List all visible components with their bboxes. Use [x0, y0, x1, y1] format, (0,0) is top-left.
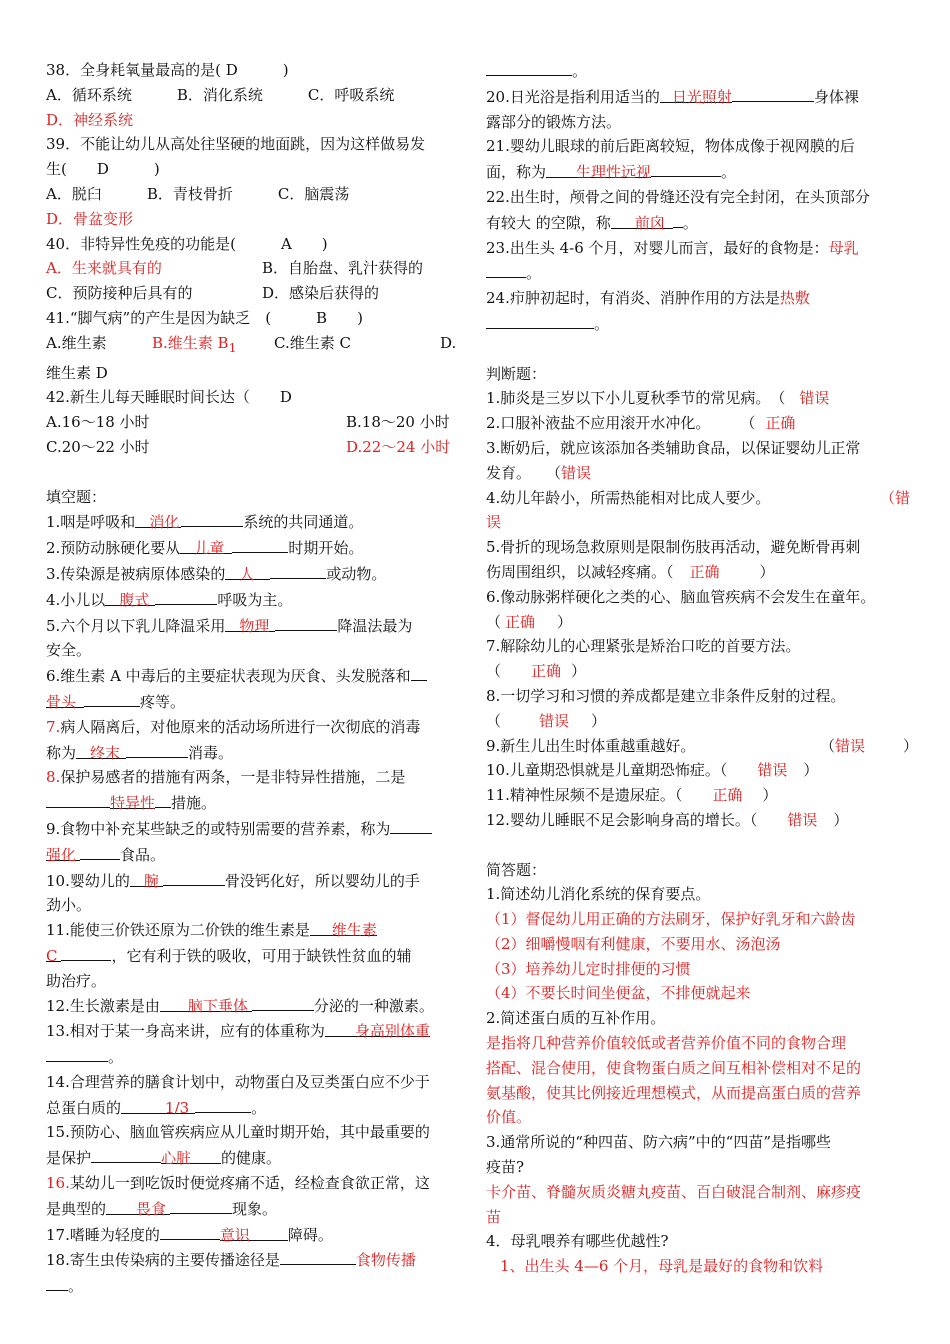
question-38-answer: D．神经系统	[46, 110, 134, 129]
tf-2: 2.口服补液盐不应用滚开水冲化。 （ 正确	[486, 414, 796, 433]
question-38: 38．全身耗氧量最高的是( D )	[46, 61, 289, 79]
tf-1: 1.肺炎是三岁以下小儿夏秋季节的常见病。 （ 错误	[486, 389, 830, 408]
tf-5: 5.骨折的现场急救原则是限制伤肢再活动，避免断骨再刺	[486, 538, 861, 557]
right-column	[486, 58, 919, 1279]
tf-3-cont: 发育。 （错误	[486, 463, 592, 482]
fill-6-cont: 骨头 疼等。	[46, 689, 466, 715]
sa-2: 2.简述蛋白质的互补作用。	[486, 1009, 666, 1028]
fill-11: 11.能使三价铁还原为二价铁的维生素是 维生素	[46, 918, 466, 943]
tf-5-cont: 伤周围组织，以减轻疼痛。（ 正确 ）	[486, 562, 775, 581]
fill-8: 8.保护易感者的措施有两条，一是非特异性措施，二是	[46, 768, 406, 787]
fill-5-cont: 安全。	[46, 641, 92, 660]
question-41-options: A.维生素 B.维生素 $B_1$ C.维生素 C D.	[46, 333, 457, 355]
fill-18: 18.寄生虫传染病的主要传播途径是 食物传播	[46, 1247, 466, 1273]
tf-11: 11.精神性尿频不是遗尿症。（ 正确 ）	[486, 786, 778, 805]
fill-5: 5.六个月以下乳儿降温采用 物理 降温法最为	[46, 613, 466, 639]
sa-1-answer-3: （3）培养幼儿定时排便的习惯	[486, 959, 691, 978]
fill-22-cont: 有较大 的空隙，称 前囟 。	[486, 210, 910, 236]
fill-20: 20.日光浴是指利用适当的 日光照射 身体裸	[486, 84, 910, 110]
question-39-answer: D．骨盆变形	[46, 209, 134, 228]
fill-8-cont: 特异性 措施。	[46, 790, 466, 816]
fill-15: 15.预防心、脑血管疾病应从儿童时期开始，其中最重要的	[46, 1123, 430, 1142]
section-true-false: 判断题：	[486, 364, 547, 383]
question-39-cont: 生( D )	[46, 160, 160, 179]
fill-10-cont: 劲小。	[46, 896, 92, 915]
fill-1: 1.咽是呼吸和 消化 系统的共同通道。	[46, 509, 466, 535]
fill-3: 3.传染源是被病原体感染的 人 或动物。	[46, 561, 466, 587]
sa-2-answer-2: 搭配、混合使用，使食物蛋白质之间互相补偿相对不足的	[486, 1058, 862, 1077]
fill-9-cont: 强化 食品。	[46, 842, 466, 868]
fill-4: 4.小儿以 腹式 呼吸为主。	[46, 587, 466, 613]
fill-7-cont: 称为 终末 消毒。	[46, 740, 466, 766]
tf-9: 9.新生儿出生时体重越重越好。 （错误 ）	[486, 736, 919, 755]
question-40-options-cd: C．预防接种后具有的 D．感染后获得的	[46, 284, 380, 303]
fill-9: 9.食物中补充某些缺乏的或特别需要的营养素，称为	[46, 816, 466, 842]
tf-8-cont: （ 错误 ）	[486, 711, 607, 730]
fill-10: 10.婴幼儿的 腕 骨没钙化好，所以婴幼儿的手	[46, 868, 466, 894]
tf-8: 8.一切学习和习惯的养成都是建立非条件反射的过程。	[486, 686, 846, 705]
fill-2: 2.预防动脉硬化要从 儿童 时期开始。	[46, 535, 466, 561]
left-column	[46, 58, 466, 1299]
sa-2-answer-4: 价值。	[486, 1108, 532, 1127]
tf-7-cont: （ 正确 ）	[486, 662, 587, 681]
fill-18-cont: 。	[46, 1273, 466, 1299]
section-short-answer: 简答题：	[486, 860, 547, 879]
question-41-cont: 维生素 D	[46, 363, 108, 382]
tf-3: 3.断奶后，就应该添加各类辅助食品，以保证婴幼儿正常	[486, 438, 861, 457]
question-42: 42.新生儿每天睡眠时间长达（ D	[46, 388, 292, 407]
fill-19-end: 。	[486, 58, 910, 84]
tf-10: 10.儿童期恐惧就是儿童期恐怖症。（ 错误 ）	[486, 761, 819, 780]
tf-4: 4.幼儿年龄小，所需热能相对比成人要少。 （错	[486, 488, 911, 507]
fill-20-cont: 露部分的锻炼方法。	[486, 112, 622, 131]
sa-1-answer-4: （4）不要长时间坐便盆，不排便就起来	[486, 984, 751, 1003]
tf-12: 12.婴幼儿睡眠不足会影响身高的增长。（ 错误 ）	[486, 810, 849, 829]
fill-24-cont: 。	[486, 311, 910, 337]
sa-4: 4．母乳喂养有哪些优越性?	[486, 1232, 669, 1251]
fill-12: 12.生长激素是由 脑下垂体 分泌的一种激素。	[46, 993, 466, 1019]
fill-15-cont: 是保护 心脏 的健康。	[46, 1145, 466, 1171]
fill-16-cont: 是典型的 畏食 现象。	[46, 1196, 466, 1222]
fill-23-cont: 。	[486, 260, 910, 286]
section-fill-in: 填空题：	[46, 487, 107, 506]
fill-16: 16.某幼儿一到吃饭时便觉疼痛不适，经检查食欲正常，这	[46, 1174, 430, 1193]
question-38-options: A．循环系统 B．消化系统 C．呼吸系统	[46, 85, 395, 104]
question-39: 39．不能让幼儿从高处往坚硬的地面跳，因为这样做易发	[46, 135, 426, 154]
fill-11-cont: C ，它有利于铁的吸收，可用于缺铁性贫血的辅	[46, 943, 466, 969]
fill-14: 14.合理营养的膳食计划中，动物蛋白及豆类蛋白应不少于	[46, 1072, 430, 1091]
fill-14-cont: 总蛋白质的 1/3 。	[46, 1095, 466, 1121]
sa-3: 3.通常所说的“种四苗、防六病”中的“四苗”是指哪些	[486, 1133, 831, 1152]
sa-4-answer-1: 1、出生头 4—6 个月，母乳是最好的食物和饮料	[500, 1257, 824, 1276]
question-41: 41.“脚气病”的产生是因为缺乏 ( B )	[46, 308, 363, 327]
question-42-options-ab: A.16～18 小时 B.18～20 小时	[46, 413, 450, 432]
sa-2-answer-3: 氨基酸，使其比例接近理想模式，从而提高蛋白质的营养	[486, 1083, 862, 1102]
sa-1-answer-2: （2）细嚼慢咽有利健康，不要用水、汤泡汤	[486, 934, 781, 953]
sa-3-answer-2: 苗	[486, 1207, 502, 1226]
fill-17: 17.嗜睡为轻度的 意识 障碍。	[46, 1222, 466, 1248]
tf-6: 6.像动脉粥样硬化之类的心、脑血管疾病不会发生在童年。	[486, 587, 876, 606]
question-42-options-cd: C.20～22 小时 D.22～24 小时	[46, 437, 451, 456]
fill-23: 23.出生头 4-6 个月，对婴儿而言，最好的食物是：母乳	[486, 238, 859, 257]
sa-2-answer-1: 是指将几种营养价值较低或者营养价值不同的食物合理	[486, 1034, 847, 1053]
question-39-options: A．脱臼 B．青枝骨折 C．脑震荡	[46, 184, 350, 203]
tf-7: 7.解除幼儿的心理紧张是矫治口吃的首要方法。	[486, 637, 801, 656]
fill-13: 13.相对于某一身高来讲，应有的体重称为 身高别体重	[46, 1019, 466, 1044]
sa-3-answer-1: 卡介苗、脊髓灰质炎糖丸疫苗、百白破混合制剂、麻疹疫	[486, 1182, 862, 1201]
fill-21-cont: 面，称为 生理性远视 。	[486, 159, 910, 185]
fill-24: 24.疖肿初起时，有消炎、消肿作用的方法是热敷	[486, 289, 810, 308]
fill-21: 21.婴幼儿眼球的前后距离较短，物体成像于视网膜的后	[486, 137, 855, 156]
question-40-options-ab: A．生来就具有的 B．自胎盘、乳汁获得的	[46, 259, 424, 278]
fill-22: 22.出生时，颅骨之间的骨缝还没有完全封闭，在头顶部分	[486, 187, 870, 206]
tf-4-cont: 误	[486, 513, 502, 532]
fill-11-cont-2: 助治疗。	[46, 971, 107, 990]
sa-3-cont: 疫苗?	[486, 1158, 525, 1177]
sa-1: 1.简述幼儿消化系统的保育要点。	[486, 885, 711, 904]
question-40: 40．非特异性免疫的功能是( A )	[46, 234, 328, 253]
fill-7: 7.病人隔离后，对他原来的活动场所进行一次彻底的消毒	[46, 717, 421, 736]
fill-13-cont: 。	[46, 1044, 466, 1070]
sa-1-answer-1: （1）督促幼儿用正确的方法刷牙，保护好乳牙和六龄齿	[486, 910, 856, 929]
tf-6-cont: （ 正确 ）	[486, 612, 573, 631]
fill-6: 6.维生素 A 中毒后的主要症状表现为厌食、头发脱落和	[46, 663, 466, 689]
